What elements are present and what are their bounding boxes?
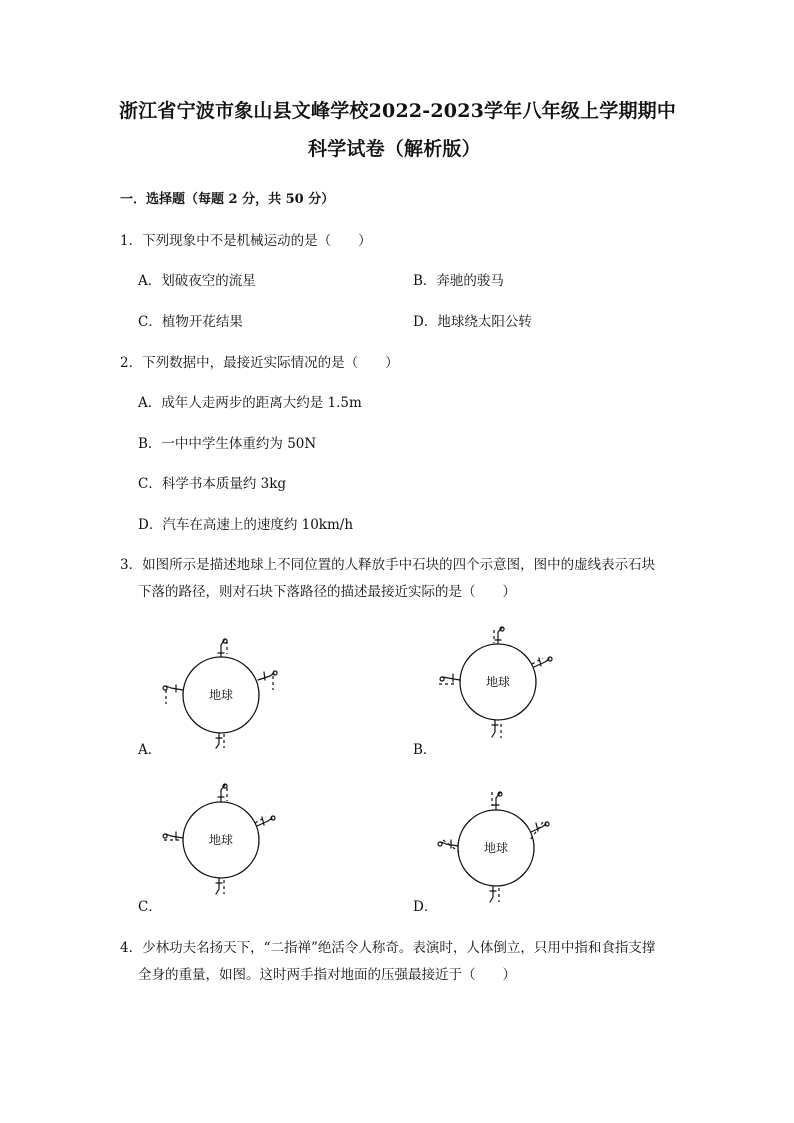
question-3-stem-line2: 下落的路径，则对石块下落路径的描述最接近实际的是（ ） bbox=[138, 584, 516, 600]
question-4-stem-line2: 全身的重量，如图。这时两手指对地面的压强最接近于（ ） bbox=[138, 967, 516, 983]
globe-label-d: 地球 bbox=[483, 841, 509, 855]
question-2-option-c: C．科学书本质量约 3kg bbox=[138, 476, 287, 492]
doc-title-line2: 科学试卷（解析版） bbox=[308, 138, 481, 160]
question-2-stem: 2．下列数据中，最接近实际情况的是（ ） bbox=[120, 355, 399, 371]
question-2-option-b: B．一中中学生体重约为 50N bbox=[138, 436, 317, 452]
question-1-option-b: B．奔驰的骏马 bbox=[413, 273, 504, 289]
question-3-stem-line1: 3．如图所示是描述地球上不同位置的人释放手中石块的四个示意图，图中的虚线表示石块 bbox=[120, 557, 656, 573]
globe-figure-a bbox=[158, 630, 288, 750]
question-4-stem-line1: 4．少林功夫名扬天下，“二指禅”绝活令人称奇。表演时，人体倒立，只用中指和食指支撑 bbox=[120, 940, 656, 956]
globe-label-b: 地球 bbox=[485, 675, 511, 689]
question-1-stem: 1．下列现象中不是机械运动的是（ ） bbox=[120, 233, 372, 249]
globe-figure-b bbox=[435, 622, 565, 752]
figure-label-b: B． bbox=[413, 742, 437, 758]
globe-figure-d bbox=[433, 782, 563, 912]
doc-title-line1: 浙江省宁波市象山县文峰学校2022-2023学年八年级上学期期中 bbox=[119, 100, 677, 122]
question-1-option-a: A．划破夜空的流星 bbox=[138, 273, 256, 289]
figure-label-d: D． bbox=[413, 899, 438, 915]
globe-label-a: 地球 bbox=[208, 688, 234, 702]
globe-figure-c bbox=[156, 776, 286, 906]
figure-label-a: A． bbox=[138, 742, 162, 758]
figure-label-c: C． bbox=[138, 899, 162, 915]
section-heading: 一．选择题（每题 2 分，共 50 分） bbox=[120, 192, 335, 207]
question-2-option-d: D．汽车在高速上的速度约 10km/h bbox=[138, 517, 354, 533]
question-2-option-a: A．成年人走两步的距离大约是 1.5m bbox=[138, 395, 362, 411]
question-1-option-c: C．植物开花结果 bbox=[138, 314, 243, 330]
question-1-option-d: D．地球绕太阳公转 bbox=[413, 314, 532, 330]
globe-label-c: 地球 bbox=[208, 833, 234, 847]
